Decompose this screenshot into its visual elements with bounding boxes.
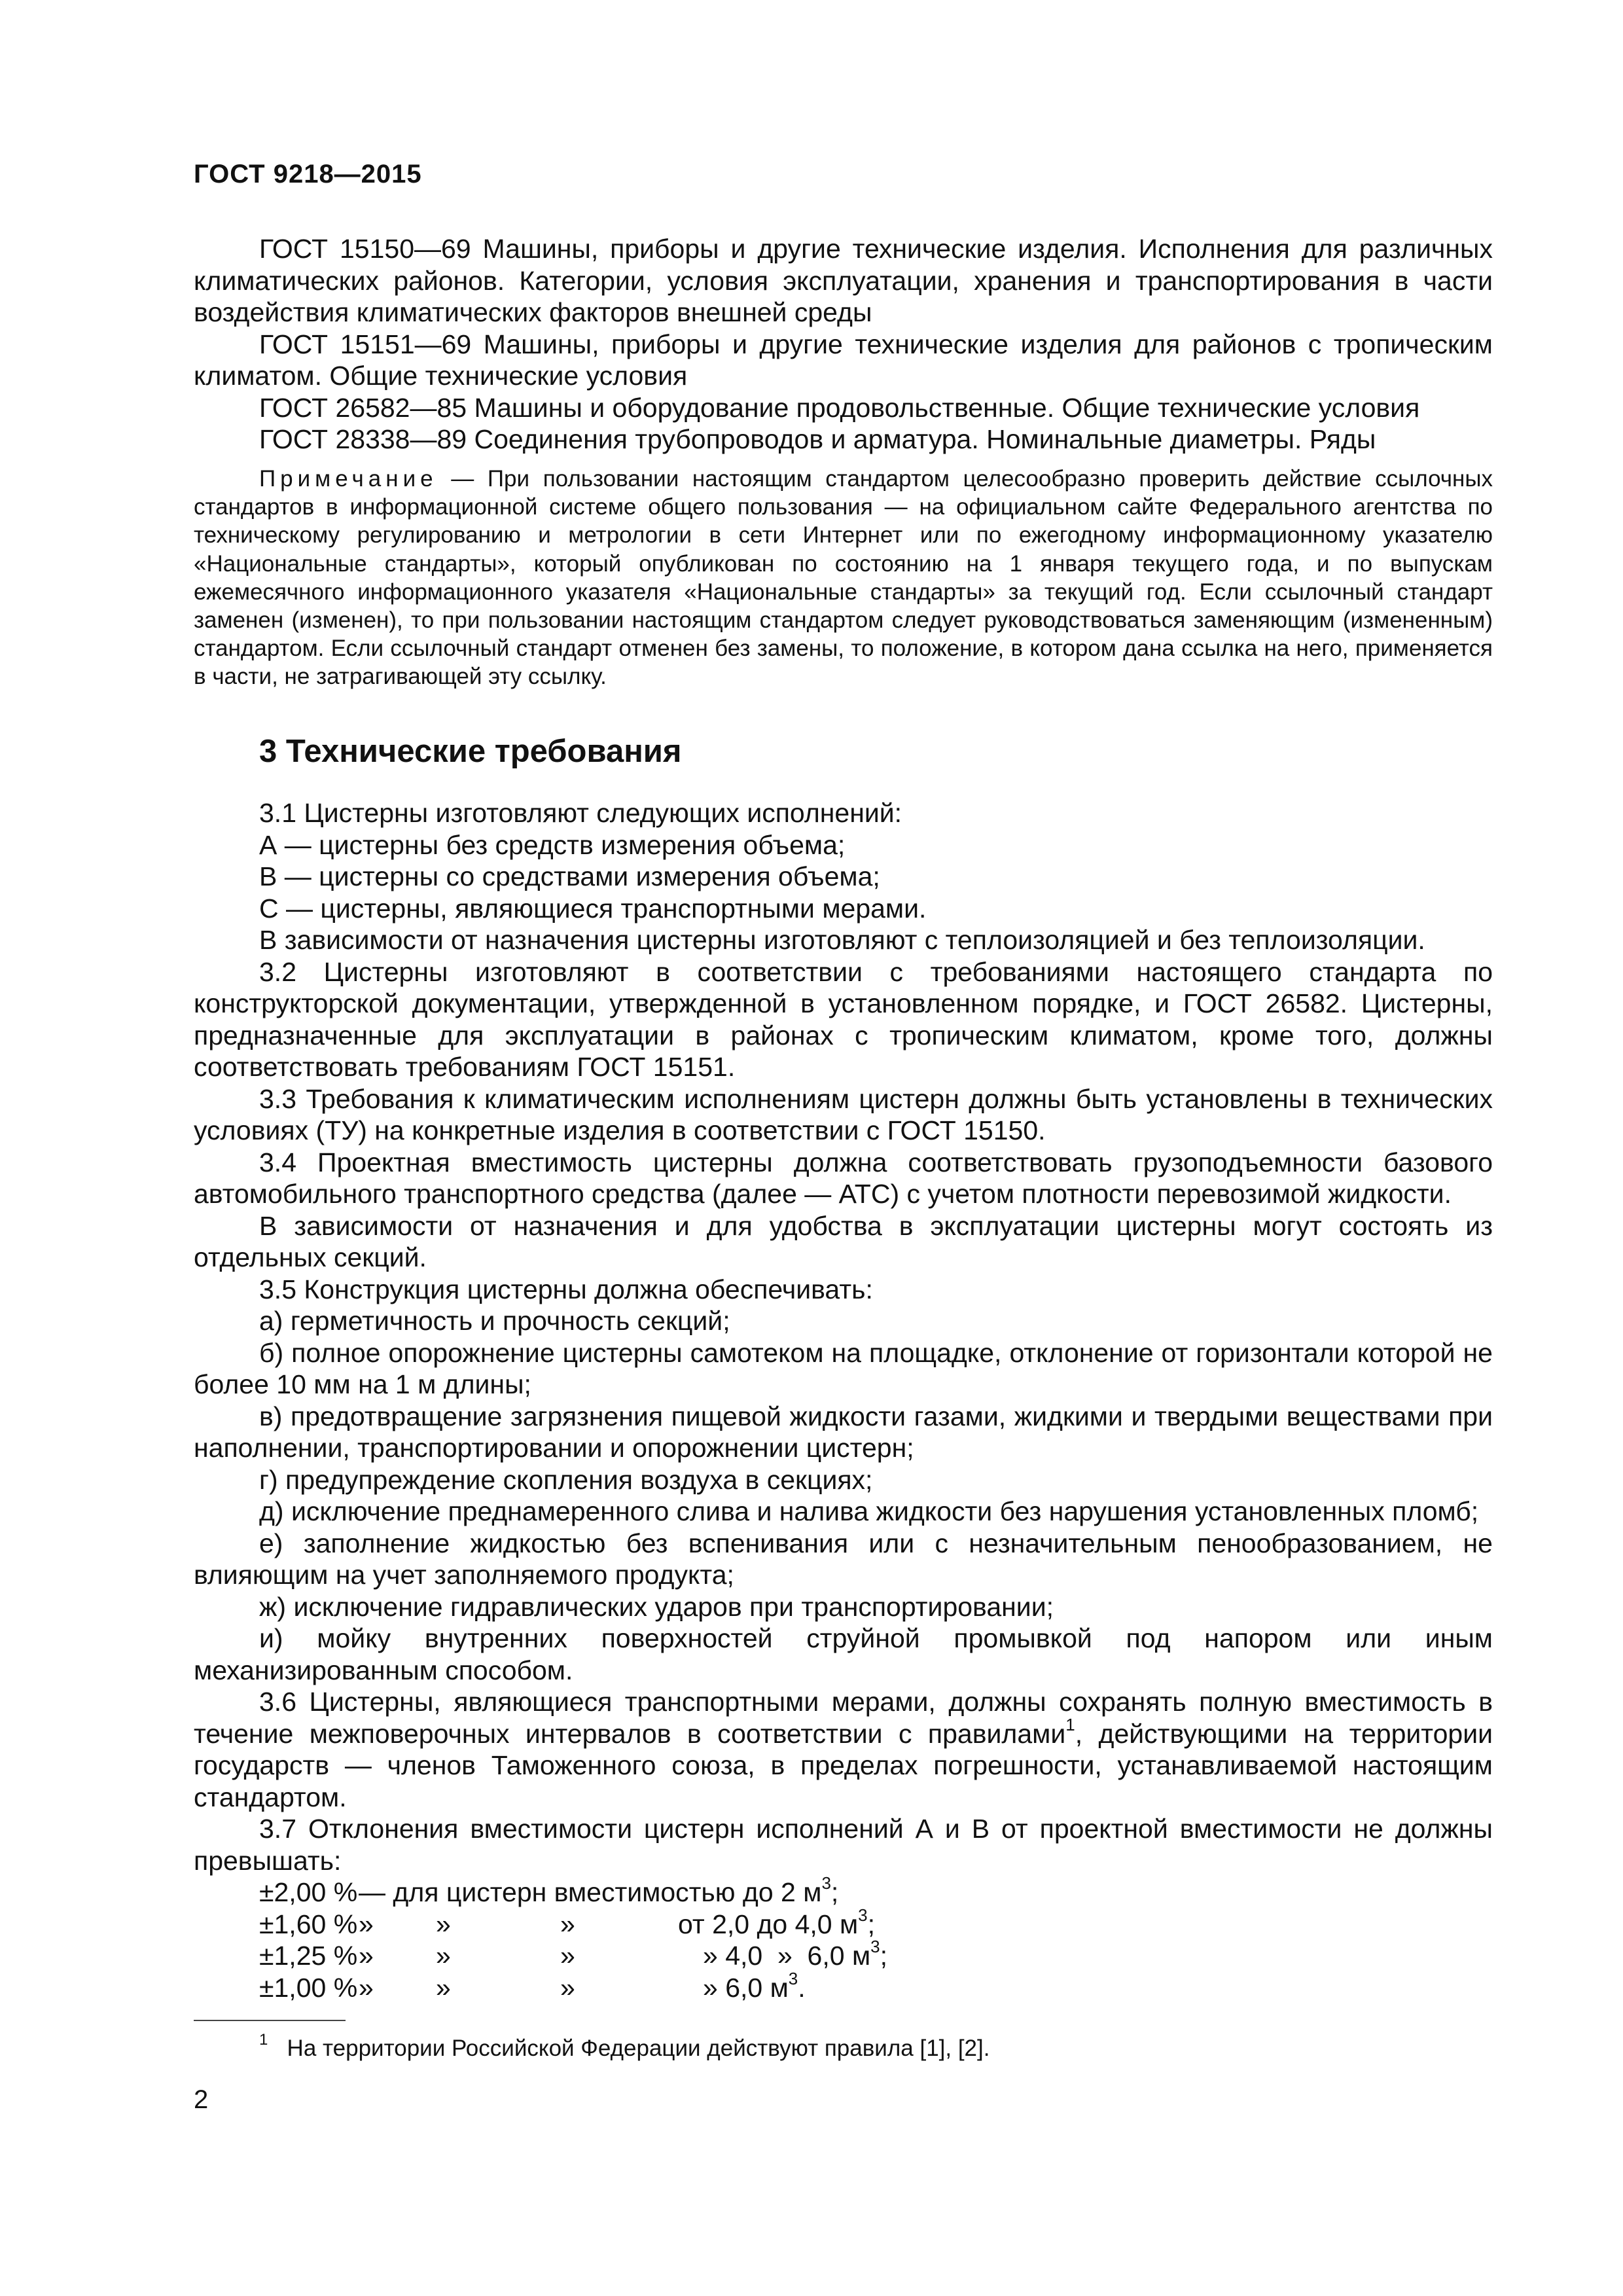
- paragraph: 3.2 Цистерны изготовляют в соответствии с требованиями настоящего стандарта по конструкторской документации, утвержденной в установленном порядке, и ГОСТ 26582. Цистерны, предназначенные для эксплуатации в районах с тропическим климатом, кроме того, должны соответствовать требованиям ГОСТ 15151.: [194, 956, 1493, 1082]
- reference-item: ГОСТ 15150—69 Машины, приборы и другие технические изделия. Исполнения для различных климатических районов. Категории, условия эксплуатации, хранения и транспортирования в части воздействия климатических факторов внешней среды: [194, 234, 1493, 327]
- ditto-mark: »: [436, 1941, 451, 1971]
- paragraph: 3.3 Требования к климатическим исполнениям цистерн должны быть установлены в технических условиях (ТУ) на конкретные изделия в соответствии с ГОСТ 15150.: [194, 1083, 1493, 1145]
- paragraph: В зависимости от назначения цистерны изготовляют с теплоизоляцией и без теплоизоляции.: [259, 925, 1425, 955]
- paragraph: 3.1 Цистерны изготовляют следующих исполнений:: [259, 798, 902, 828]
- paragraph: в) предотвращение загрязнения пищевой жидкости газами, жидкими и твердыми веществами при наполнении, транспортировании и опорожнении цистерн;: [194, 1401, 1493, 1463]
- tolerance-row: [259, 1940, 887, 1972]
- ditto-mark: »: [359, 1972, 374, 2003]
- p36-after: , действующими на территории государств — членов Таможенного союза, в пределах погрешности, устанавливаемой настоящим стандартом.: [194, 1718, 1493, 1812]
- section-heading-block: [194, 733, 1493, 770]
- note-label: Примечание: [259, 466, 438, 492]
- paragraph-3-7: 3.7 Отклонения вместимости цистерн исполнений А и В от проектной вместимости не должны превышать:: [194, 1814, 1493, 1876]
- paragraph: е) заполнение жидкостью без вспенивания или с незначительным пенообразованием, не влияющим на учет заполняемого продукта;: [194, 1528, 1493, 1590]
- paragraph: д) исключение преднамеренного слива и налива жидкости без нарушения установленных пломб;: [259, 1496, 1479, 1526]
- document-header: ГОСТ 9218—2015: [194, 160, 422, 188]
- paragraph: 3.5 Конструкция цистерны должна обеспечивать:: [259, 1274, 873, 1304]
- footnote-mark: 1: [259, 2031, 268, 2049]
- tolerance-desc: — для цистерн вместимостью до 2 м: [359, 1877, 822, 1907]
- paragraph: г) предупреждение скопления воздуха в секциях;: [259, 1464, 873, 1495]
- paragraph: А — цистерны без средств измерения объема;: [259, 829, 846, 860]
- paragraph: С — цистерны, являющиеся транспортными мерами.: [259, 893, 927, 924]
- tolerance-range: [678, 1968, 887, 2004]
- range-text: » 4,0 » 6,0 м: [703, 1941, 871, 1971]
- paragraph: ж) исключение гидравлических ударов при транспортировании;: [259, 1591, 1054, 1622]
- paragraph: 3.4 Проектная вместимость цистерны должна соответствовать грузоподъемности базового автомобильного транспортного средства (далее — АТС) с учетом плотности перевозимой жидкости.: [194, 1147, 1493, 1209]
- tolerance-range: [678, 1905, 887, 1941]
- tolerance-end: ;: [880, 1941, 888, 1971]
- reference-item: ГОСТ 26582—85 Машины и оборудование продовольственные. Общие технические условия: [259, 392, 1420, 423]
- footnote-separator: [194, 2020, 346, 2021]
- tolerance-end: .: [798, 1972, 806, 2003]
- unit-exponent: 3: [858, 1905, 868, 1925]
- ditto-mark: »: [560, 1909, 575, 1939]
- tolerance-row: [259, 1876, 887, 1909]
- tolerance-end: ;: [830, 1877, 839, 1907]
- ditto-mark: »: [560, 1972, 575, 2003]
- tolerance-percent: ±1,60 %: [259, 1909, 358, 1939]
- tolerance-end: ;: [867, 1909, 876, 1939]
- tolerance-table: [259, 1873, 888, 2003]
- tolerance-percent: ±1,00 %: [259, 1972, 358, 2003]
- footnote-text: На территории Российской Федерации действуют правила [1], [2].: [287, 2036, 990, 2061]
- paragraph: В — цистерны со средствами измерения объема;: [259, 861, 880, 891]
- references-block: [194, 233, 1493, 456]
- footnote: [259, 2031, 990, 2063]
- ditto-mark: »: [436, 1972, 451, 2003]
- paragraph: б) полное опорожнение цистерны самотеком на площадке, отклонение от горизонтали которой не более 10 мм на 1 м длины;: [194, 1337, 1493, 1399]
- note-text: — При пользовании настоящим стандартом целесообразно проверить действие ссылочных стандартов в информационной системе общего пользования — на официальном сайте Федерального агентства по техническому регулированию и метрологии в сети Интернет или по ежегодному информационному указателю «Национальные стандарты», который опубликован по состоянию на 1 января текущего года, и по выпускам ежемесячного информационного указателя «Национальные стандарты» за текущий год. Если ссылочный стандарт заменен (изменен), то при пользовании настоящим стандартом следует руководствоваться заменяющим (измененным) стандартом. Если ссылочный стандарт отменен без замены, то положение, в котором дана ссылка на него, применяется в части, не затрагивающей эту ссылку.: [194, 466, 1493, 690]
- ditto-mark: »: [359, 1941, 374, 1971]
- unit-exponent: 3: [870, 1937, 880, 1957]
- paragraph: В зависимости от назначения и для удобства в эксплуатации цистерны могут состоять из отдельных секций.: [194, 1210, 1493, 1272]
- range-text: » 6,0 м: [703, 1972, 789, 2003]
- section-title: 3 Технические требования: [259, 734, 682, 769]
- ditto-mark: »: [436, 1909, 451, 1939]
- section-body: [194, 797, 1493, 2003]
- footnote-ref: 1: [1065, 1714, 1075, 1734]
- tolerance-percent: ±2,00 %: [259, 1877, 358, 1907]
- reference-item: ГОСТ 15151—69 Машины, приборы и другие технические изделия для районов с тропическим климатом. Общие технические условия: [194, 329, 1493, 391]
- tolerance-range: [678, 1937, 888, 1972]
- ditto-mark: »: [359, 1909, 374, 1939]
- tolerance-percent: ±1,25 %: [259, 1941, 358, 1971]
- p36-before: 3.6 Цистерны, являющиеся транспортными мерами, должны сохранять полную вместимость в течение межповерочных интервалов в соответствии с правилами: [194, 1687, 1493, 1749]
- tolerance-row: [259, 1972, 887, 2004]
- note-paragraph: [194, 465, 1493, 691]
- page-number: 2: [194, 2085, 209, 2114]
- tolerance-row: [259, 1909, 887, 1941]
- paragraph: а) герметичность и прочность секций;: [259, 1306, 730, 1336]
- range-text: от 2,0 до 4,0 м: [678, 1909, 859, 1939]
- reference-item: ГОСТ 28338—89 Соединения трубопроводов и арматура. Номинальные диаметры. Ряды: [259, 424, 1376, 454]
- ditto-mark: »: [560, 1941, 575, 1971]
- unit-exponent: 3: [788, 1968, 798, 1988]
- unit-exponent: 3: [821, 1873, 831, 1893]
- paragraph: и) мойку внутренних поверхностей струйной промывкой под напором или иным механизированным способом.: [194, 1623, 1493, 1685]
- paragraph-3-6: [194, 1686, 1493, 1813]
- note-block: [194, 465, 1493, 691]
- tolerance-text: [359, 1873, 887, 1909]
